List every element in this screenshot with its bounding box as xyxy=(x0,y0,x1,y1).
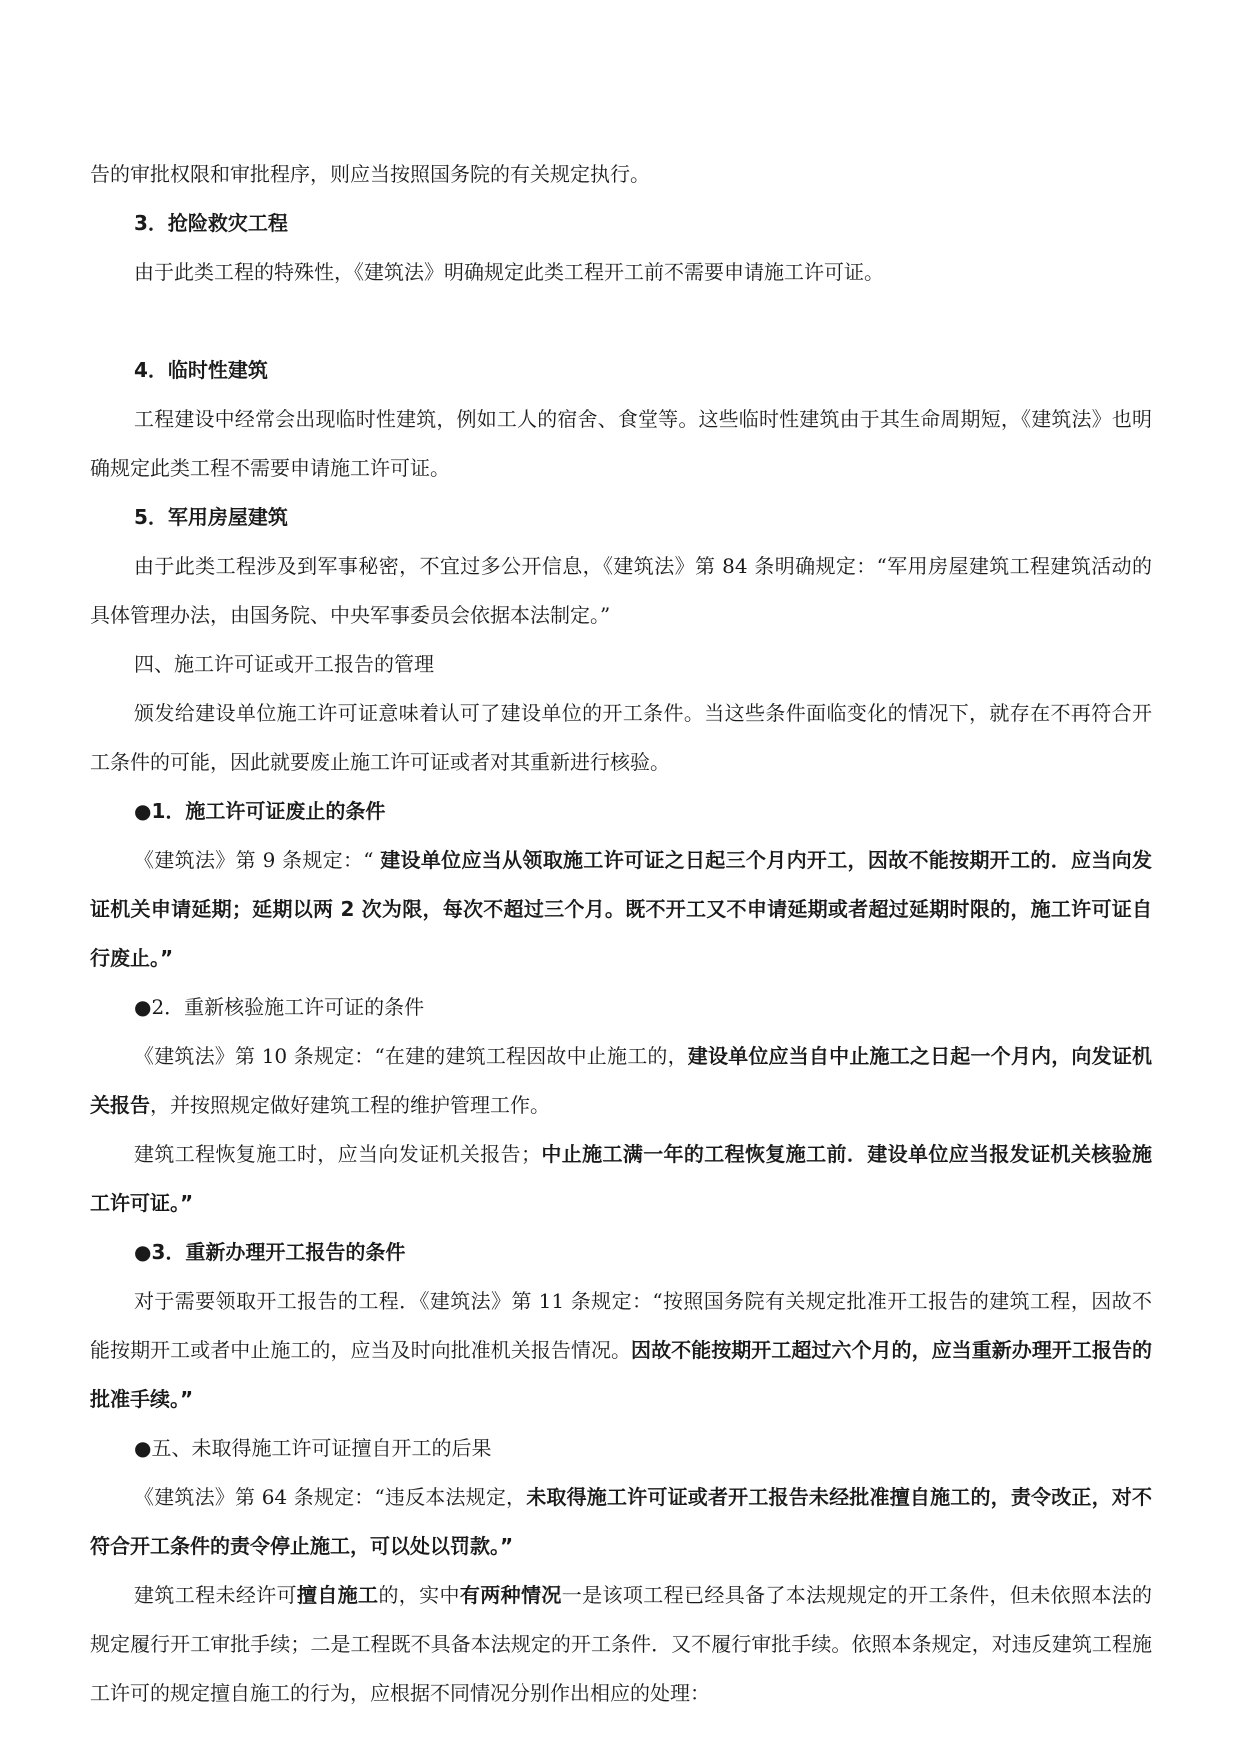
heading-start-report-renewal: ●3．重新办理开工报告的条件 xyxy=(134,1240,406,1264)
paragraph-military-buildings: 由于此类工程涉及到军事秘密，不宜过多公开信息，《建筑法》第 84 条明确规定：“军用房屋建筑工程建筑活动的具体管理办法，由国务院、中央军事委员会依据本法制定。” xyxy=(90,554,1152,627)
article-11-intro: 对于需要领取开工报告的工程．《建筑法》第 11 条规定：“按照国务院有关规定批准开工报告的建筑工程，因故不能按期开工或者中止施工的，应当及时向批准机关报告情况。 xyxy=(90,1289,1152,1362)
section-heading-consequences: ●五、未取得施工许可证擅自开工的后果 xyxy=(134,1436,492,1460)
paragraph-continuation: 告的审批权限和审批程序，则应当按照国务院的有关规定执行。 xyxy=(90,162,650,186)
document-page xyxy=(90,150,1152,1718)
heading-permit-revocation: ●1．施工许可证废止的条件 xyxy=(134,799,386,823)
heading-military-buildings: 5．军用房屋建筑 xyxy=(134,505,288,529)
resume-intro: 建筑工程恢复施工时，应当向发证机关报告； xyxy=(134,1142,541,1166)
paragraph-permit-management: 颁发给建设单位施工许可证意味着认可了建设单位的开工条件。当这些条件面临变化的情况下，就存在不再符合开工条件的可能，因此就要废止施工许可证或者对其重新进行核验。 xyxy=(90,701,1152,774)
article-10-bold: 建设单位应当自中止施工之日起一个月内，向发证机关报告 xyxy=(90,1044,1153,1117)
article-64-intro: 《建筑法》第 64 条规定：“违反本法规定， xyxy=(134,1485,527,1509)
heading-permit-reverification: ●2．重新核验施工许可证的条件 xyxy=(134,995,425,1019)
paragraph-article-11 xyxy=(90,1277,1152,1424)
article-10-intro: 《建筑法》第 10 条规定：“在建的建筑工程因故中止施工的， xyxy=(134,1044,688,1068)
paragraph-article-64 xyxy=(90,1473,1152,1571)
resume-bold: 中止施工满一年的工程恢复施工前．建设单位应当报发证机关核验施工许可证。” xyxy=(90,1142,1153,1215)
unauth-part-1: 建筑工程未经许可 xyxy=(134,1583,297,1607)
paragraph-resume-construction xyxy=(90,1130,1152,1228)
unauth-bold-1: 擅自施工 xyxy=(296,1583,379,1607)
article-9-intro: 《建筑法》第 9 条规定：“ xyxy=(134,848,381,872)
paragraph-emergency-works: 由于此类工程的特殊性，《建筑法》明确规定此类工程开工前不需要申请施工许可证。 xyxy=(134,260,884,284)
heading-temporary-buildings: 4．临时性建筑 xyxy=(134,358,268,382)
article-64-bold: 未取得施工许可证或者开工报告未经批准擅自施工的，责令改正，对不符合开工条件的责令停止施工，可以处以罚款。” xyxy=(90,1485,1152,1558)
unauth-bold-2: 有两种情况 xyxy=(459,1583,562,1607)
unauth-part-2: 的，实中 xyxy=(378,1583,460,1607)
paragraph-article-10 xyxy=(90,1032,1152,1130)
blank-gap xyxy=(90,297,1152,346)
paragraph-temporary-buildings: 工程建设中经常会出现临时性建筑，例如工人的宿舍、食堂等。这些临时性建筑由于其生命周期短，《建筑法》也明确规定此类工程不需要申请施工许可证。 xyxy=(90,407,1152,480)
section-heading-permit-management: 四、施工许可证或开工报告的管理 xyxy=(134,652,434,676)
heading-emergency-works: 3．抢险救灾工程 xyxy=(134,211,288,235)
article-9-bold: 建设单位应当从领取施工许可证之日起三个月内开工，因故不能按期开工的．应当向发证机关申请延期；延期以两 2 次为限，每次不超过三个月。既不开工又不申请延期或者超过延期时限的，施工许可证自行废止。” xyxy=(90,848,1153,970)
paragraph-article-9 xyxy=(90,836,1152,983)
article-10-tail: ，并按照规定做好建筑工程的维护管理工作。 xyxy=(150,1093,550,1117)
paragraph-unauthorized-construction xyxy=(90,1571,1152,1718)
article-11-bold: 因故不能按期开工超过六个月的，应当重新办理开工报告的批准手续。” xyxy=(90,1338,1153,1411)
unauth-part-3: 一是该项工程已经具备了本法规规定的开工条件，但未依照本法的规定履行开工审批手续；二是工程既不具备本法规定的开工条件．又不履行审批手续。依照本条规定，对违反建筑工程施工许可的规定擅自施工的行为，应根据不同情况分别作出相应的处理： xyxy=(90,1583,1153,1705)
